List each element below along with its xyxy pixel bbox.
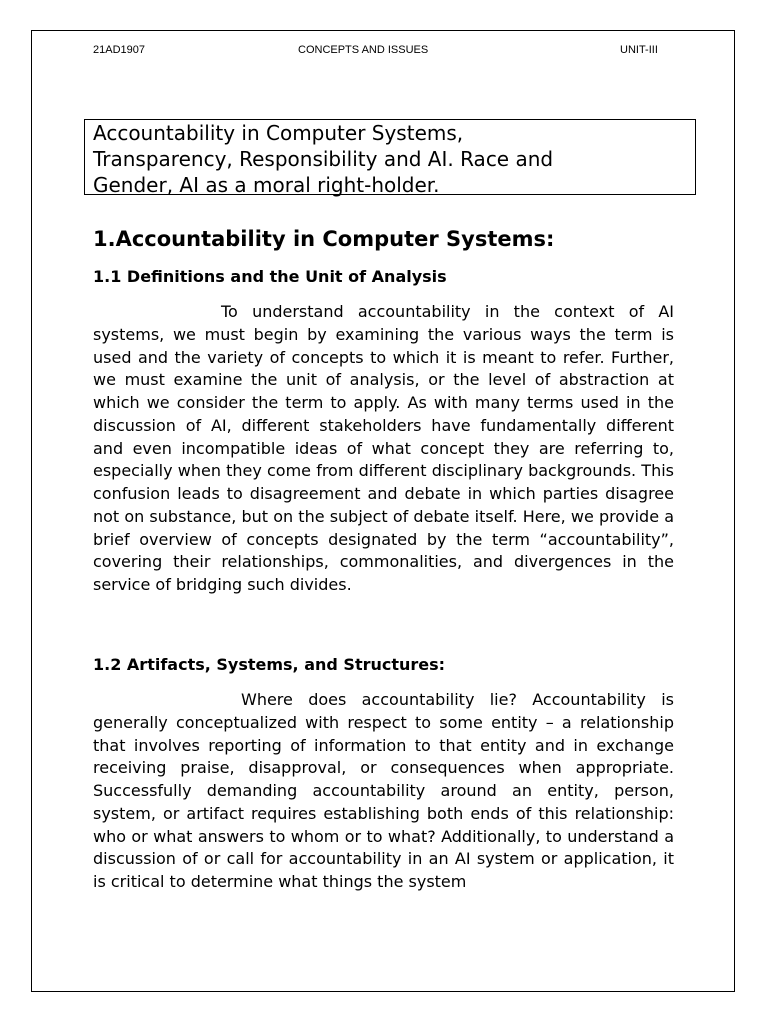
title-line-2: Transparency, Responsibility and AI. Race and: [93, 147, 554, 171]
subsection-heading-1-1: 1.1 Definitions and the Unit of Analysis: [93, 267, 447, 286]
title-line-3: Gender, AI as a moral right-holder.: [93, 173, 440, 197]
subsection-heading-1-2: 1.2 Artifacts, Systems, and Structures:: [93, 655, 446, 674]
page-header: [0, 44, 768, 60]
header-course-title: CONCEPTS AND ISSUES: [298, 44, 429, 56]
paragraph-definitions: To understand accountability in the context of AI systems, we must begin by examining the various ways the term is used and the variety of concepts to which it is meant to refer. Further, we must examine the unit of analysis, or the level of abstraction at which we consider the term to apply. As with many terms used in the discussion of AI, different stakeholders have fundamentally different and even incompatible ideas of what concept they are referring to, especially when they come from different disciplinary backgrounds. This confusion leads to disagreement and debate in which parties disagree not on substance, but on the subject of debate itself. Here, we provide a brief overview of concepts designated by the term “accountability”, covering their relationships, commonalities, and divergences in the service of bridging such divides.: [93, 302, 674, 594]
unit-title-box: [84, 119, 696, 195]
paragraph-artifacts: Where does accountability lie? Accountability is generally conceptualized with respect to some entity – a relationship that involves reporting of information to that entity and in exchange receiving praise, disapproval, or consequences when appropriate. Successfully demanding accountability around an entity, person, system, or artifact requires establishing both ends of this relationship: who or what answers to whom or to what? Additionally, to understand a discussion of or call for accountability in an AI system or application, it is critical to determine what things the system: [93, 690, 674, 891]
header-unit: UNIT-III: [620, 44, 658, 56]
title-line-1: Accountability in Computer Systems,: [93, 121, 464, 145]
section-heading: 1.Accountability in Computer Systems:: [93, 227, 555, 251]
header-course-code: 21AD1907: [93, 44, 145, 56]
